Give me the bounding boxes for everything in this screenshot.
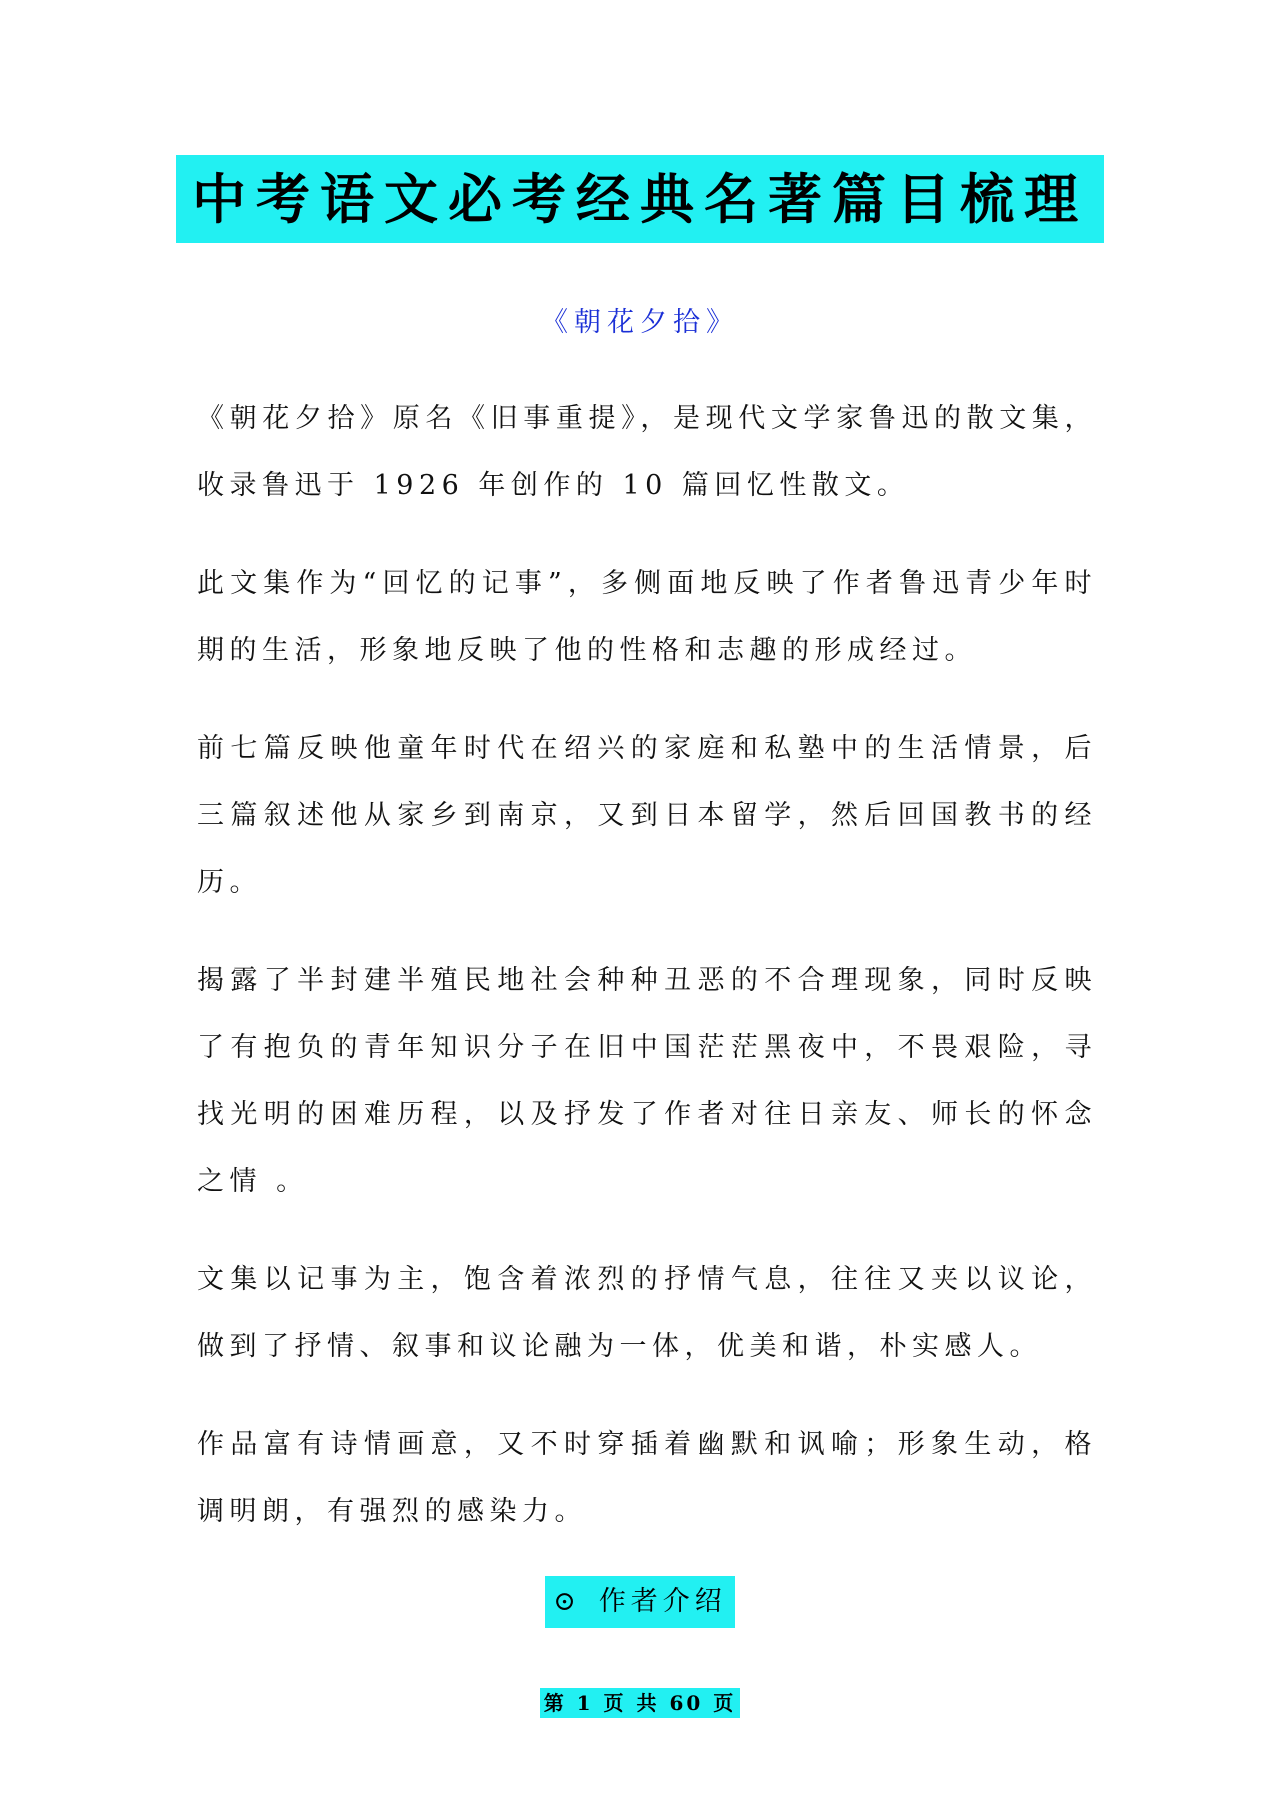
circle-dot-icon: ⊙ (553, 1586, 581, 1617)
paragraph-3: 前七篇反映他童年时代在绍兴的家庭和私塾中的生活情景，后三篇叙述他从家乡到南京，又到日本留学，然后回国教书的经历。 (197, 733, 1097, 898)
footer-block (0, 1688, 1280, 1718)
section-heading-block (0, 1576, 1280, 1628)
paragraph-6: 作品富有诗情画意，又不时穿插着幽默和讽喻；形象生动，格调明朗，有强烈的感染力。 (197, 1429, 1097, 1527)
section-heading-label: 作者介绍 (598, 1586, 727, 1617)
paragraph-5: 文集以记事为主，饱含着浓烈的抒情气息，往往又夹以议论，做到了抒情、叙事和议论融为一体，优美和谐，朴实感人。 (197, 1264, 1097, 1362)
document-title: 中考语文必考经典名著篇目梳理 (176, 155, 1104, 243)
paragraph-2: 此文集作为“回忆的记事”，多侧面地反映了作者鲁迅青少年时期的生活，形象地反映了他的性格和志趣的形成经过。 (197, 568, 1097, 666)
title-block (0, 155, 1280, 243)
section-heading (545, 1576, 735, 1628)
paragraph-1: 《朝花夕拾》原名《旧事重提》，是现代文学家鲁迅的散文集，收录鲁迅于 1926 年创作的 10 篇回忆性散文。 (197, 403, 1097, 501)
page-number: 第 1 页 共 60 页 (540, 1688, 741, 1718)
book-title: 《朝花夕拾》 (541, 307, 739, 338)
document-body (197, 385, 1097, 1576)
paragraph-4: 揭露了半封建半殖民地社会种种丑恶的不合理现象，同时反映了有抱负的青年知识分子在旧中国茫茫黑夜中，不畏艰险，寻找光明的困难历程，以及抒发了作者对往日亲友、师长的怀念之情 。 (197, 965, 1097, 1197)
